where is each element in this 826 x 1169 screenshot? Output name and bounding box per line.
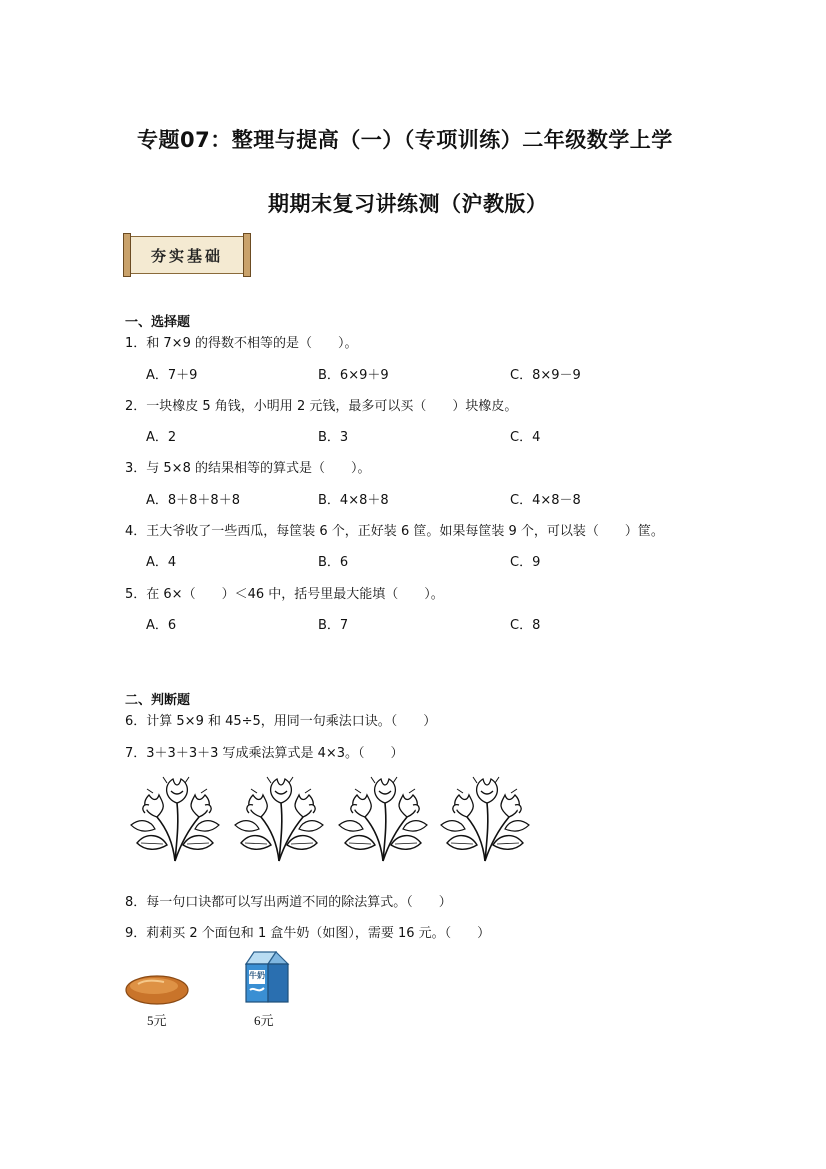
question-8: 8．每一句口诀都可以写出两道不同的除法算式。（ ） (125, 895, 452, 910)
question-1: 1．和 7×9 的得数不相等的是（ ）。 (125, 336, 358, 351)
section-banner (127, 236, 247, 274)
flower-illustrations (125, 773, 535, 863)
section-banner-label: 夯实基础 (150, 246, 223, 265)
bread-icon (124, 968, 190, 1008)
option-5a: A．6 (146, 618, 177, 633)
milk-price: 6元 (254, 1013, 274, 1028)
option-2a: A．2 (146, 430, 177, 445)
question-3: 3．与 5×8 的结果相等的算式是（ ）。 (125, 461, 371, 476)
option-2c: C．4 (510, 430, 541, 445)
option-5b: B．7 (318, 618, 349, 633)
flower-icon (339, 777, 427, 861)
flower-icon (441, 777, 529, 861)
question-9: 9．莉莉买 2 个面包和 1 盒牛奶（如图），需要 16 元。（ ） (125, 926, 491, 941)
option-3b: B．4×8＋8 (318, 493, 389, 508)
option-1c: C．8×9－9 (510, 368, 581, 383)
option-4b: B．6 (318, 555, 349, 570)
milk-carton-label: 牛奶 (249, 971, 265, 980)
page-title-line1: 专题07：整理与提高（一）（专项训练）二年级数学上学 (137, 128, 673, 152)
option-3c: C．4×8－8 (510, 493, 581, 508)
question-4: 4．王大爷收了一些西瓜，每筐装 6 个，正好装 6 筐。如果每筐装 9 个，可以装（ ）筐。 (125, 524, 664, 539)
flower-icon (235, 777, 323, 861)
option-1a: A．7＋9 (146, 368, 198, 383)
option-1b: B．6×9＋9 (318, 368, 389, 383)
section-heading-choice: 一、选择题 (125, 315, 191, 330)
page-title-line2: 期期末复习讲练测（沪教版） (268, 192, 548, 216)
section-heading-judge: 二、判断题 (125, 693, 191, 708)
option-3a: A．8＋8＋8＋8 (146, 493, 240, 508)
flower-icon (131, 777, 219, 861)
question-5: 5．在 6×（ ）＜46 中，括号里最大能填（ ）。 (125, 587, 444, 602)
question-2: 2．一块橡皮 5 角钱，小明用 2 元钱，最多可以买（ ）块橡皮。 (125, 399, 518, 414)
option-5c: C．8 (510, 618, 541, 633)
option-2b: B．3 (318, 430, 349, 445)
question-6: 6．计算 5×9 和 45÷5，用同一句乘法口诀。（ ） (125, 714, 437, 729)
option-4c: C．9 (510, 555, 541, 570)
question-7: 7．3＋3＋3＋3 写成乘法算式是 4×3。（ ） (125, 746, 404, 761)
option-4a: A．4 (146, 555, 177, 570)
bread-price: 5元 (147, 1013, 167, 1028)
